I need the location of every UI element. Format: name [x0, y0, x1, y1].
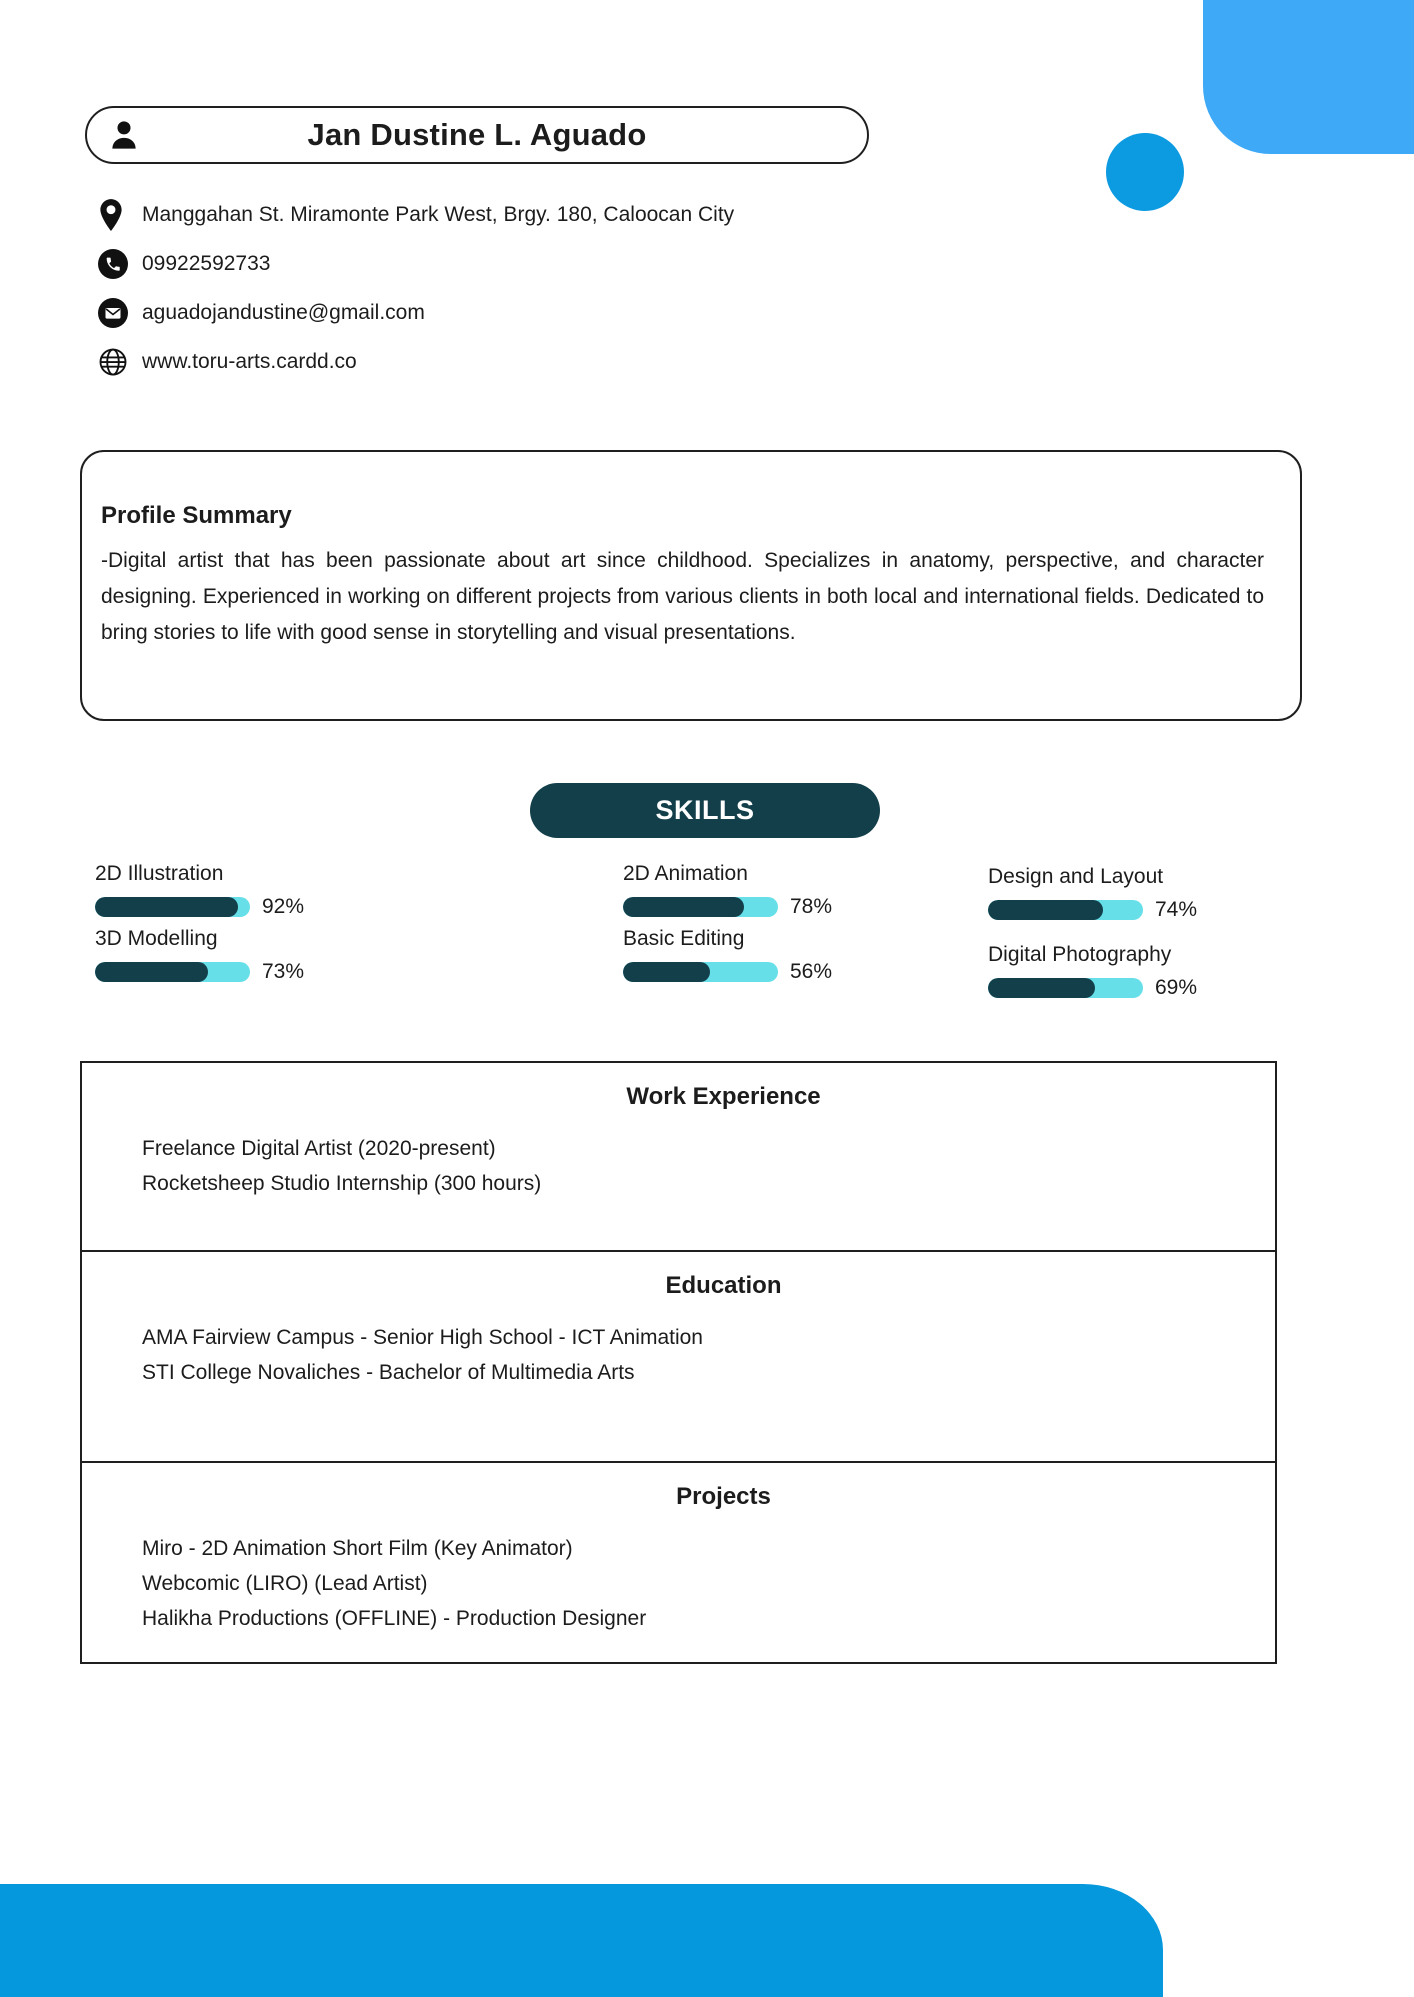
skill-label: 3D Modelling: [95, 927, 218, 950]
skill-bar-track: [988, 978, 1143, 998]
decorative-circle: [1106, 133, 1184, 211]
email-text: aguadojandustine@gmail.com: [142, 300, 425, 324]
skill-bar-track: [95, 897, 250, 917]
section-title: Education: [665, 1272, 782, 1299]
skill-label: 2D Illustration: [95, 862, 224, 885]
skill-label: Digital Photography: [988, 943, 1172, 966]
skill-label: Design and Layout: [988, 865, 1164, 888]
skills-section-title: [530, 783, 880, 838]
section-title: Work Experience: [626, 1083, 821, 1110]
skill-bar-track: [95, 962, 250, 982]
education-item: AMA Fairview Campus - Senior High School - ICT Animation: [142, 1326, 703, 1349]
phone-icon: [98, 249, 132, 279]
contact-website-row: [98, 337, 734, 386]
website-text: www.toru-arts.cardd.co: [142, 349, 357, 373]
project-item: Miro - 2D Animation Short Film (Key Animator): [142, 1537, 573, 1560]
name-header: [85, 106, 869, 164]
skill-percent: 78%: [790, 895, 833, 918]
skill-bar-track: [988, 900, 1143, 920]
skill-bar-track: [623, 962, 778, 982]
skill-percent: 73%: [262, 960, 305, 983]
skill-basic-editing: [623, 927, 832, 984]
skill-2d-animation: [623, 862, 832, 919]
skill-bar-fill: [623, 897, 744, 917]
skill-bar-fill: [95, 897, 238, 917]
skill-3d-modelling: [95, 927, 304, 984]
contact-address-row: [98, 190, 734, 239]
contact-phone-row: [98, 239, 734, 288]
person-name: Jan Dustine L. Aguado: [307, 117, 647, 152]
skill-percent: 69%: [1155, 976, 1198, 999]
section-work-experience: [82, 1063, 1275, 1250]
profile-summary-text: -Digital artist that has been passionate about art since childhood. Specializes in anatomy, perspective, and character designing. Experienced in working on different projects from various clients in both local and international fields. Dedicated to bring stories to life with good sense in storytelling and visual presentations.: [101, 549, 1264, 644]
email-icon: [98, 298, 132, 328]
address-text: Manggahan St. Miramonte Park West, Brgy. 180, Caloocan City: [142, 202, 735, 226]
profile-summary-title: Profile Summary: [101, 502, 292, 529]
work-item: Rocketsheep Studio Internship (300 hours): [142, 1172, 542, 1195]
skill-design-and-layout: [988, 865, 1197, 922]
section-projects: [82, 1461, 1275, 1662]
decorative-bottom-band: [0, 1884, 1163, 1997]
skill-bar-fill: [988, 900, 1103, 920]
skills-title-text: SKILLS: [655, 795, 755, 825]
location-icon: [98, 198, 132, 232]
skill-percent: 92%: [262, 895, 305, 918]
work-item: Freelance Digital Artist (2020-present): [142, 1137, 496, 1160]
skill-bar-track: [623, 897, 778, 917]
skill-bar-fill: [623, 962, 710, 982]
resume-sections: [80, 1061, 1277, 1664]
skill-digital-photography: [988, 943, 1197, 1000]
decorative-corner-shape: [1203, 0, 1414, 154]
project-item: Webcomic (LIRO) (Lead Artist): [142, 1572, 428, 1595]
skill-percent: 74%: [1155, 898, 1198, 921]
education-item: STI College Novaliches - Bachelor of Multimedia Arts: [142, 1361, 635, 1384]
skill-2d-illustration: [95, 862, 304, 919]
skill-bar-fill: [988, 978, 1095, 998]
section-title: Projects: [676, 1483, 771, 1510]
project-item: Halikha Productions (OFFLINE) - Production Designer: [142, 1607, 647, 1630]
skill-bar-fill: [95, 962, 208, 982]
contact-list: [98, 190, 734, 386]
skill-label: Basic Editing: [623, 927, 745, 950]
section-education: [82, 1250, 1275, 1461]
skill-percent: 56%: [790, 960, 833, 983]
phone-text: 09922592733: [142, 251, 271, 275]
profile-summary-box: [80, 450, 1302, 721]
skill-label: 2D Animation: [623, 862, 748, 885]
contact-email-row: [98, 288, 734, 337]
globe-icon: [98, 347, 132, 377]
